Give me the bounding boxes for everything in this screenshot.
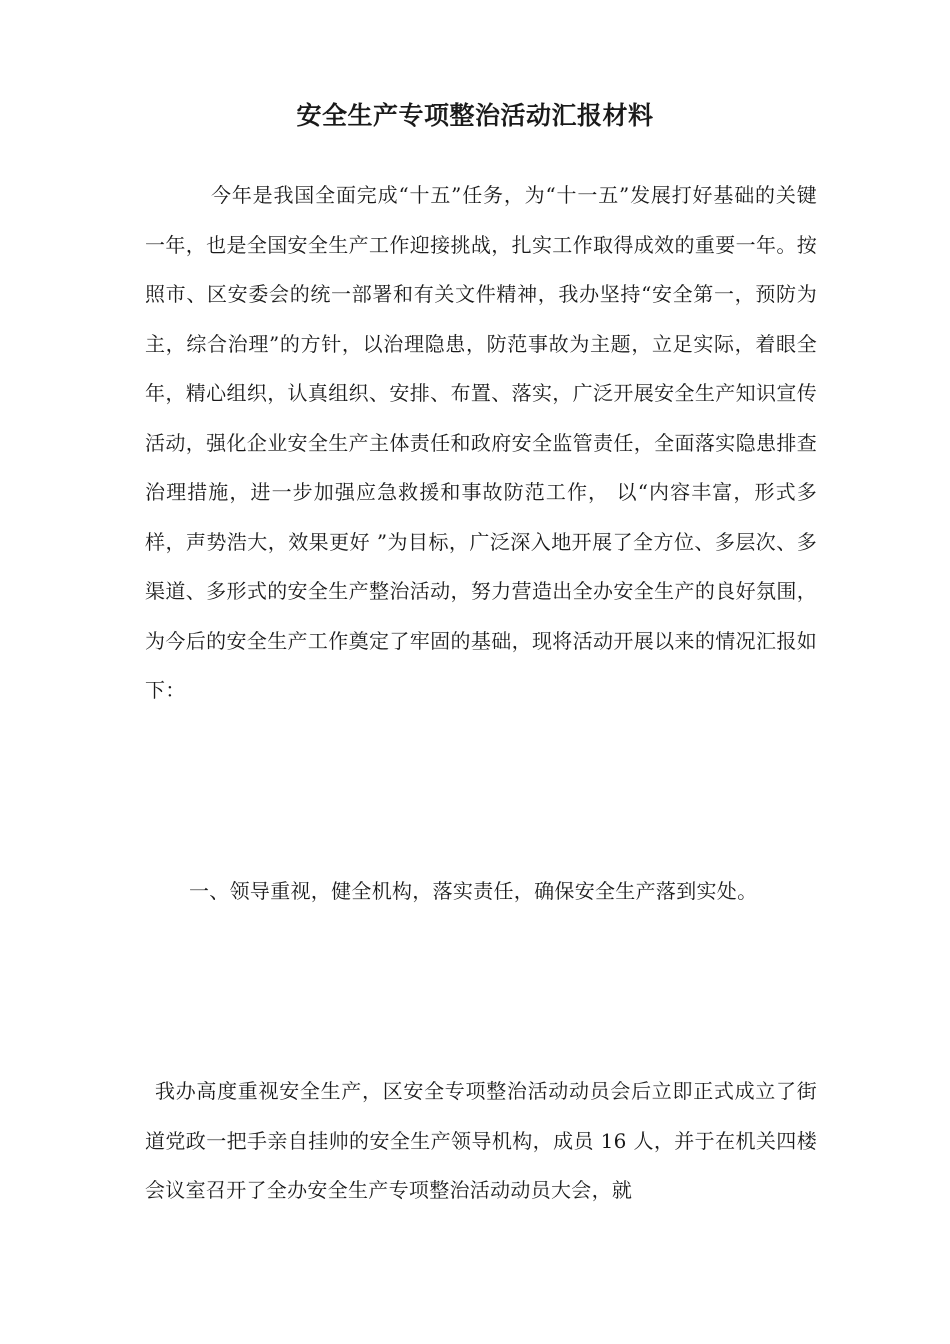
document-title: 安全生产专项整治活动汇报材料	[296, 101, 654, 130]
body-paragraph: 我办高度重视安全生产，区安全专项整治活动动员会后立即正式成立了街道党政一把手亲自挂帅的安全生产领导机构，成员 16 人，并于在机关四楼会议室召开了全办安全生产专项整治活动动员大会，就	[145, 1079, 817, 1202]
intro-paragraph: 今年是我国全面完成“十五”任务，为“十一五”发展打好基础的关键一年，也是全国安全生产工作迎接挑战，扎实工作取得成效的重要一年。按照市、区安委会的统一部署和有关文件精神，我办坚持“安全第一，预防为主，综合治理”的方针，以治理隐患，防范事故为主题，立足实际，着眼全年，精心组织，认真组织、安排、布置、落实，广泛开展安全生产知识宣传活动，强化企业安全生产主体责任和政府安全监管责任，全面落实隐患排查治理措施，进一步加强应急救援和事故防范工作， 以“内容丰富，形式多样，声势浩大，效果更好 ”为目标，广泛深入地开展了全方位、多层次、多渠道、多形式的安全生产整治活动，努力营造出全办安全生产的良好氛围，为今后的安全生产工作奠定了牢固的基础，现将活动开展以来的情况汇报如下：	[145, 183, 817, 702]
section-heading: 一、领导重视，健全机构，落实责任，确保安全生产落到实处。	[189, 879, 758, 903]
